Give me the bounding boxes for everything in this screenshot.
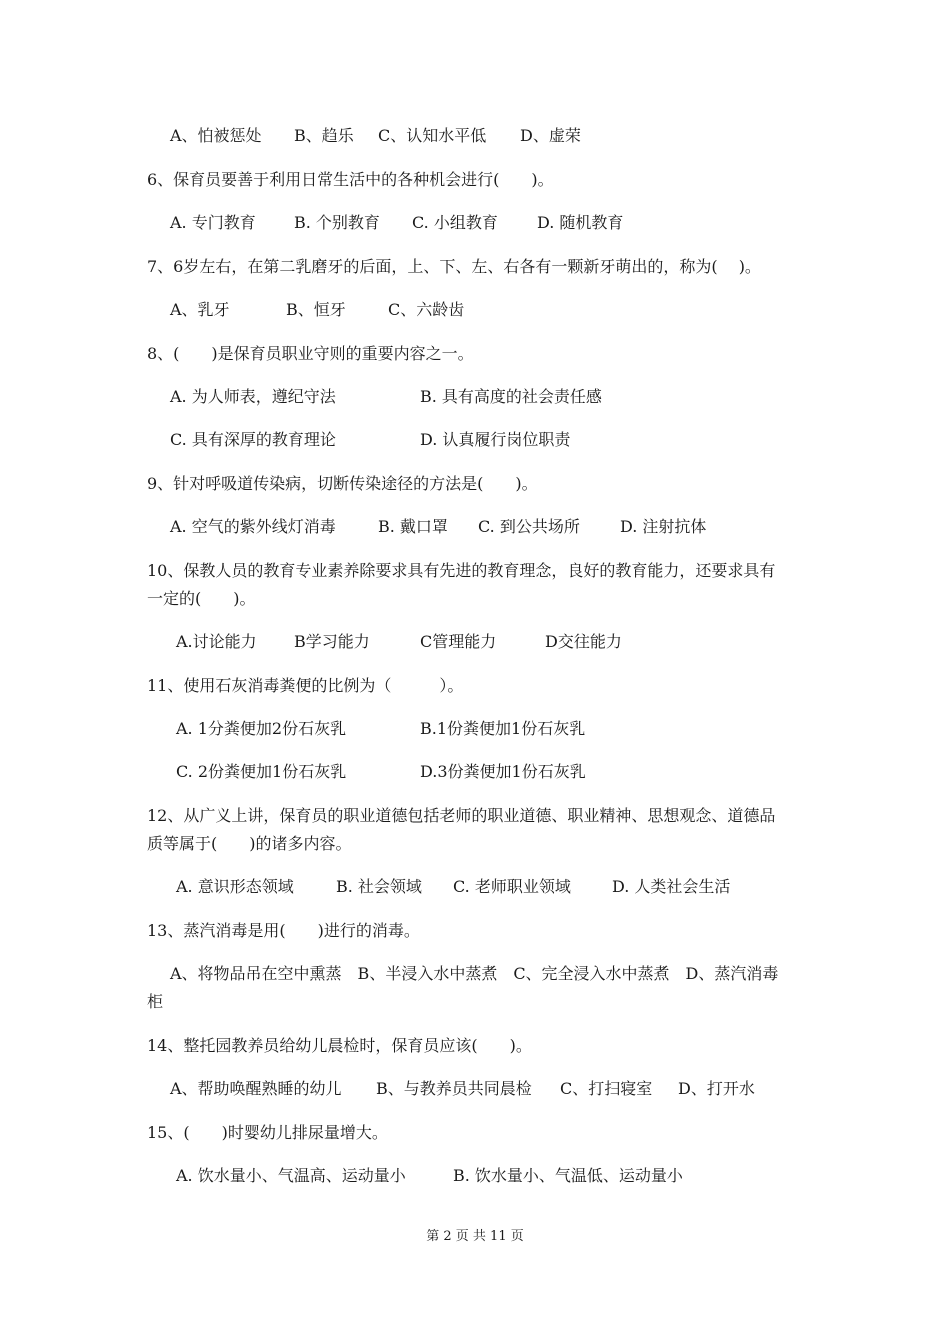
q10-option-a: A.讨论能力: [176, 632, 257, 651]
q10-option-b: B学习能力: [294, 632, 370, 651]
q12-stem-line2: 质等属于( )的诸多内容。: [147, 834, 352, 853]
q10-option-c: C管理能力: [420, 632, 497, 651]
q8-option-d: D. 认真履行岗位职责: [420, 430, 571, 449]
q10-stem-line2: 一定的( )。: [147, 589, 256, 608]
q12-option-c: C. 老师职业领域: [453, 877, 571, 896]
q11-option-a: A. 1分粪便加2份石灰乳: [176, 719, 347, 738]
q10-stem-line1: 10、保教人员的教育专业素养除要求具有先进的教育理念，良好的教育能力，还要求具有: [147, 561, 776, 580]
q11-option-b: B.1份粪便加1份石灰乳: [420, 719, 586, 738]
q9-stem: 9、针对呼吸道传染病，切断传染途径的方法是( )。: [147, 474, 538, 493]
q14-option-a: A、帮助唤醒熟睡的幼儿: [170, 1079, 342, 1098]
q5-option-b: B、趋乐: [294, 126, 354, 145]
q8-stem: 8、( )是保育员职业守则的重要内容之一。: [147, 344, 474, 363]
q13-options: A、将物品吊在空中熏蒸 B、半浸入水中蒸煮 C、完全浸入水中蒸煮 D、蒸汽消毒: [170, 964, 779, 983]
q7-option-a: A、乳牙: [170, 300, 230, 319]
q15-option-a: A. 饮水量小、气温高、运动量小: [176, 1166, 406, 1185]
q14-option-c: C、打扫寝室: [560, 1079, 653, 1098]
q5-option-a: A、怕被惩处: [170, 126, 262, 145]
q15-stem: 15、( )时婴幼儿排尿量增大。: [147, 1123, 388, 1142]
q6-option-c: C. 小组教育: [412, 213, 498, 232]
q5-option-c: C、认知水平低: [378, 126, 487, 145]
q12-option-d: D. 人类社会生活: [612, 877, 731, 896]
q11-option-d: D.3份粪便加1份石灰乳: [420, 762, 586, 781]
q5-option-d: D、虚荣: [520, 126, 581, 145]
q9-option-c: C. 到公共场所: [478, 517, 580, 536]
q7-option-b: B、恒牙: [286, 300, 346, 319]
q15-option-b: B. 饮水量小、气温低、运动量小: [453, 1166, 683, 1185]
q12-option-b: B. 社会领域: [336, 877, 422, 896]
q11-option-c: C. 2份粪便加1份石灰乳: [176, 762, 347, 781]
q12-stem-line1: 12、从广义上讲，保育员的职业道德包括老师的职业道德、职业精神、思想观念、道德品: [147, 806, 776, 825]
page-number-footer: 第 2 页 共 11 页: [426, 1229, 524, 1244]
q6-option-b: B. 个别教育: [294, 213, 380, 232]
q8-option-c: C. 具有深厚的教育理论: [170, 430, 336, 449]
q9-option-a: A. 空气的紫外线灯消毒: [170, 517, 336, 536]
q12-option-a: A. 意识形态领域: [176, 877, 294, 896]
q8-option-a: A. 为人师表，遵纪守法: [170, 387, 336, 406]
q14-option-b: B、与教养员共同晨检: [376, 1079, 532, 1098]
q7-option-c: C、六龄齿: [388, 300, 465, 319]
q8-option-b: B. 具有高度的社会责任感: [420, 387, 602, 406]
q7-stem: 7、6岁左右，在第二乳磨牙的后面，上、下、左、右各有一颗新牙萌出的，称为( )。: [147, 257, 761, 276]
q9-option-d: D. 注射抗体: [620, 517, 707, 536]
q13-stem: 13、蒸汽消毒是用( )进行的消毒。: [147, 921, 420, 940]
q6-option-a: A. 专门教育: [170, 213, 256, 232]
q14-option-d: D、打开水: [678, 1079, 755, 1098]
q13-options-wrap: 柜: [147, 992, 164, 1011]
q11-stem: 11、使用石灰消毒粪便的比例为（ ）。: [147, 676, 464, 695]
q9-option-b: B. 戴口罩: [378, 517, 448, 536]
q6-option-d: D. 随机教育: [537, 213, 624, 232]
q14-stem: 14、整托园教养员给幼儿晨检时，保育员应该( )。: [147, 1036, 532, 1055]
q6-stem: 6、保育员要善于利用日常生活中的各种机会进行( )。: [147, 170, 554, 189]
q10-option-d: D交往能力: [545, 632, 622, 651]
